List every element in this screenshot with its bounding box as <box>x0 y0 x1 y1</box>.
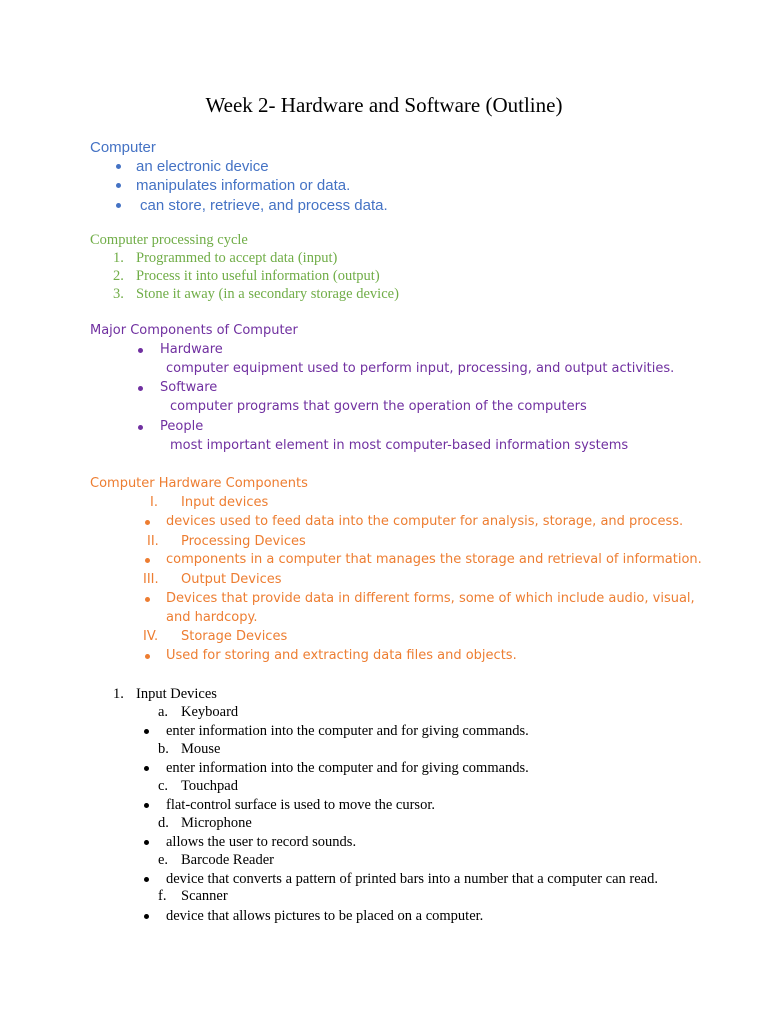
input-heading: Input Devices <box>136 686 217 702</box>
roman-numeral: III. <box>143 572 159 587</box>
device-name: Scanner <box>181 888 228 904</box>
bullet-icon <box>138 348 143 353</box>
list-item: an electronic device <box>136 158 269 175</box>
list-number: 1. <box>113 250 124 266</box>
list-item-description-continued: and hardcopy. <box>166 610 258 625</box>
bullet-icon <box>145 597 150 602</box>
bullet-icon <box>116 183 121 188</box>
bullet-icon <box>145 520 150 525</box>
roman-numeral: II. <box>147 534 159 549</box>
list-item-description: most important element in most computer-based information systems <box>170 438 629 453</box>
list-item-label: Storage Devices <box>181 629 288 644</box>
list-letter: b. <box>158 741 169 757</box>
list-item-label: Hardware <box>160 342 223 357</box>
roman-numeral: I. <box>150 495 158 510</box>
list-item: Stone it away (in a secondary storage device) <box>136 286 399 302</box>
device-name: Mouse <box>181 741 221 757</box>
bullet-icon <box>144 877 149 882</box>
device-description: enter information into the computer and for giving commands. <box>166 723 529 739</box>
list-item: Process it into useful information (output) <box>136 268 380 284</box>
list-letter: d. <box>158 815 169 831</box>
bullet-icon <box>144 914 149 919</box>
list-number: 1. <box>113 686 124 702</box>
list-item-label: People <box>160 419 204 434</box>
device-description: enter information into the computer and for giving commands. <box>166 760 529 776</box>
bullet-icon <box>138 386 143 391</box>
bullet-icon <box>144 803 149 808</box>
computer-heading: Computer <box>90 139 156 156</box>
list-letter: f. <box>158 888 167 904</box>
list-item-description: Devices that provide data in different forms, some of which include audio, visual, <box>166 591 695 606</box>
list-item-label: Input devices <box>181 495 269 510</box>
list-number: 3. <box>113 286 124 302</box>
list-item-label: Software <box>160 380 218 395</box>
list-item-label: Processing Devices <box>181 534 306 549</box>
list-item: Programmed to accept data (input) <box>136 250 338 266</box>
bullet-icon <box>144 729 149 734</box>
list-item-description: devices used to feed data into the computer for analysis, storage, and process. <box>166 514 684 529</box>
device-name: Keyboard <box>181 704 239 720</box>
list-item-label: Output Devices <box>181 572 282 587</box>
device-name: Microphone <box>181 815 252 831</box>
bullet-icon <box>116 164 121 169</box>
device-name: Touchpad <box>181 778 238 794</box>
page-title: Week 2- Hardware and Software (Outline) <box>205 93 563 117</box>
list-letter: e. <box>158 852 169 868</box>
list-item-description: components in a computer that manages the storage and retrieval of information. <box>166 552 702 567</box>
major-heading: Major Components of Computer <box>90 323 298 338</box>
list-item-description: computer equipment used to perform input, processing, and output activities. <box>166 361 675 376</box>
bullet-icon <box>145 654 150 659</box>
roman-numeral: IV. <box>143 629 159 644</box>
bullet-icon <box>144 766 149 771</box>
list-letter: a. <box>158 704 169 720</box>
bullet-icon <box>116 203 121 208</box>
list-number: 2. <box>113 268 124 284</box>
device-description: device that allows pictures to be placed on a computer. <box>166 908 484 924</box>
bullet-icon <box>138 425 143 430</box>
hardware-heading: Computer Hardware Components <box>90 476 308 491</box>
bullet-icon <box>144 840 149 845</box>
device-name: Barcode Reader <box>181 852 274 868</box>
bullet-icon <box>145 558 150 563</box>
device-description: allows the user to record sounds. <box>166 834 357 850</box>
list-item: manipulates information or data. <box>136 177 351 194</box>
list-item-description: computer programs that govern the operation of the computers <box>170 399 587 414</box>
list-item-description: Used for storing and extracting data files and objects. <box>166 648 517 663</box>
cycle-heading: Computer processing cycle <box>90 232 248 248</box>
device-description: device that converts a pattern of printed bars into a number that a computer can read. <box>166 871 658 887</box>
list-letter: c. <box>158 778 169 794</box>
list-item: can store, retrieve, and process data. <box>140 197 388 214</box>
device-description: flat-control surface is used to move the cursor. <box>166 797 435 813</box>
